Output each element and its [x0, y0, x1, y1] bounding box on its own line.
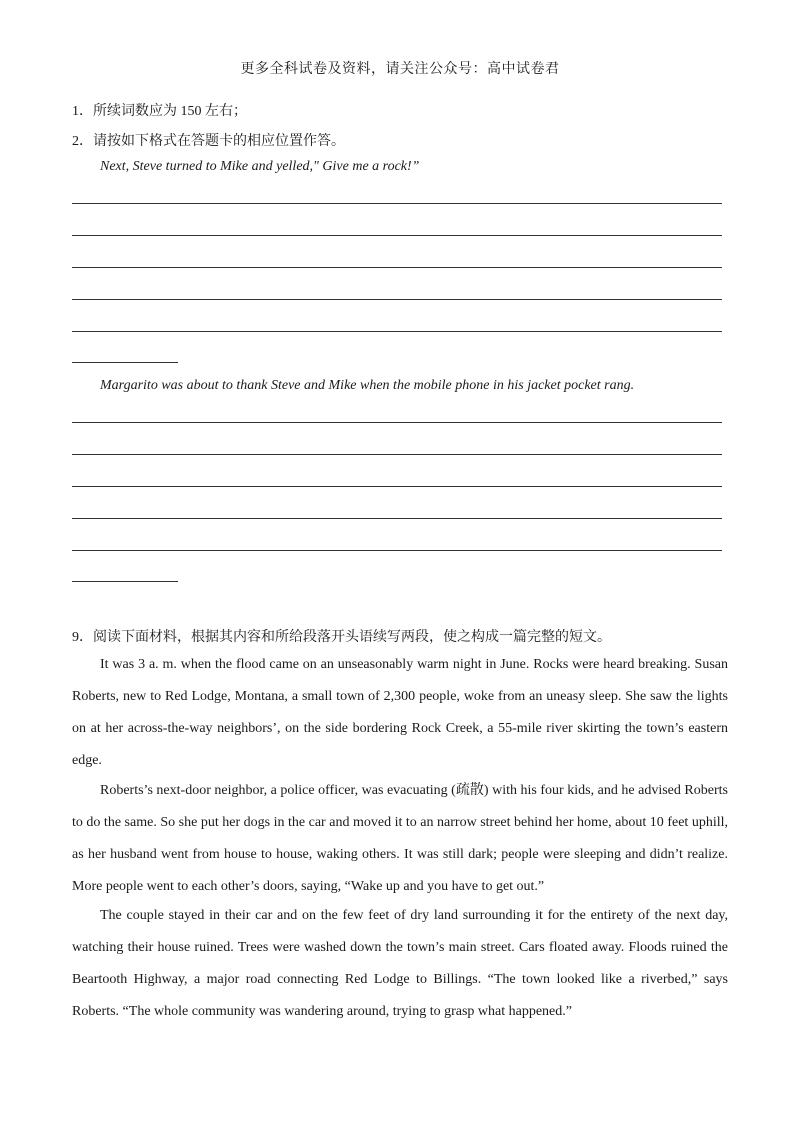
answer-line-short[interactable] [72, 362, 178, 363]
answer-line[interactable] [72, 486, 722, 487]
answer-line[interactable] [72, 550, 722, 551]
answer-line[interactable] [72, 267, 722, 268]
page-header: 更多全科试卷及资料，请关注公众号：高中试卷君 [240, 62, 560, 77]
paragraph-2-opening: Margarito was about to thank Steve and Mike when the mobile phone in his jacket pocket rang. [100, 378, 635, 393]
reading-paragraph-3: The couple stayed in their car and on the few feet of dry land surrounding it for the entirety of the next day, watching their house ruined. Trees were washed down the town’s main street. Cars floated away. Floods ruined the Beartooth Highway, a major road connecting Red Lodge to Billings. “The town looked like a riverbed,” says Roberts. “The whole community was wandering around, trying to grasp what happened.” [72, 908, 728, 1019]
answer-line[interactable] [72, 235, 722, 236]
paragraph-1-opening: Next, Steve turned to Mike and yelled," Give me a rock!” [100, 159, 420, 174]
answer-line[interactable] [72, 454, 722, 455]
instruction-item-1: 1．所续词数应为 150 左右； [72, 104, 247, 119]
answer-line[interactable] [72, 331, 722, 332]
answer-line-short[interactable] [72, 581, 178, 582]
answer-line[interactable] [72, 518, 722, 519]
reading-paragraph-1: It was 3 a. m. when the flood came on an unseasonably warm night in June. Rocks were heard breaking. Susan Roberts, new to Red Lodge, Montana, a small town of 2,300 people, woke from an uneasy sleep. She saw the lights on at her across-the-way neighbors’, on the side bordering Rock Creek, a 55-mile river skirting the town’s eastern edge. [72, 657, 728, 768]
reading-paragraph-2: Roberts’s next-door neighbor, a police officer, was evacuating (疏散) with his four kids, and he advised Roberts to do the same. So she put her dogs in the car and moved it to an narrow street behind her home, about 10 feet uphill, as her husband went from house to house, waking others. It was still dark; people were sleeping and didn’t realize. More people went to each other’s doors, saying, “Wake up and you have to get out.” [72, 783, 728, 894]
question-9-title: 9．阅读下面材料，根据其内容和所给段落开头语续写两段，使之构成一篇完整的短文。 [72, 630, 611, 645]
answer-line[interactable] [72, 422, 722, 423]
answer-line[interactable] [72, 203, 722, 204]
answer-line[interactable] [72, 299, 722, 300]
instruction-item-2: 2．请按如下格式在答题卡的相应位置作答。 [72, 134, 345, 149]
